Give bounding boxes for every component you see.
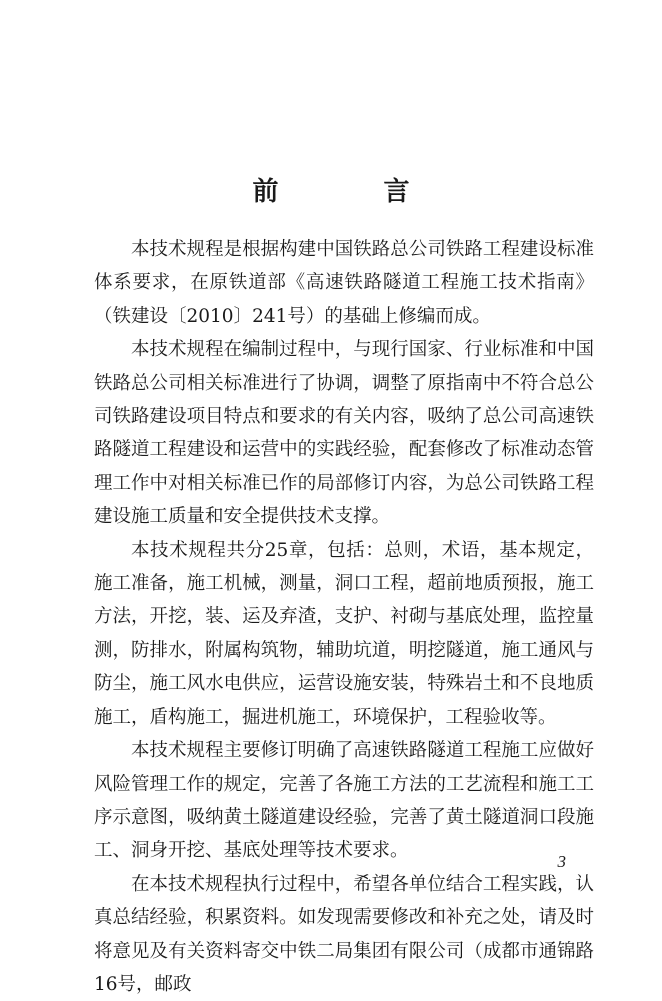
paragraph-coordination: 本技术规程在编制过程中，与现行国家、行业标准和中国铁路总公司相关标准进行了协调，调整了原指南中不符合总公司铁路建设项目特点和要求的有关内容，吸纳了总公司高速铁路隧道工程建设和运营中的实践经验，配套修改了标准动态管理工作中对相关标准已作的局部修订内容，为总公司铁路工程建设施工质量和安全提供技术支撑。 <box>94 339 594 528</box>
page-title: 前 言 <box>252 177 458 207</box>
paragraph-chapters: 本技术规程共分25章，包括：总则，术语，基本规定，施工准备，施工机械，测量，洞口工程，超前地质预报，施工方法，开挖，装、运及弃渣，支护、衬砌与基底处理，监控量测，防排水，附属构筑物，辅助坑道，明挖隧道，施工通风与防尘，施工风水电供应，运营设施安装，特殊岩土和不良地质施工，盾构施工，掘进机施工，环境保护，工程验收等。 <box>94 539 594 728</box>
body-text <box>94 233 594 1001</box>
page-number: 3 <box>557 852 566 871</box>
paragraph-revisions: 本技术规程主要修订明确了高速铁路隧道工程施工应做好风险管理工作的规定，完善了各施工方法的工艺流程和施工工序示意图，吸纳黄土隧道建设经验，完善了黄土隧道洞口段施工、洞身开挖、基底处理等技术要求。 <box>94 740 594 862</box>
paragraph-origin: 本技术规程是根据构建中国铁路总公司铁路工程建设标准体系要求，在原铁道部《高速铁路隧道工程施工技术指南》（铁建设〔2010〕241号）的基础上修编而成。 <box>94 239 594 327</box>
paragraph-feedback: 在本技术规程执行过程中，希望各单位结合工程实践，认真总结经验，积累资料。如发现需要修改和补充之处，请及时将意见及有关资料寄交中铁二局集团有限公司（成都市通锦路16号，邮政 <box>94 873 594 995</box>
